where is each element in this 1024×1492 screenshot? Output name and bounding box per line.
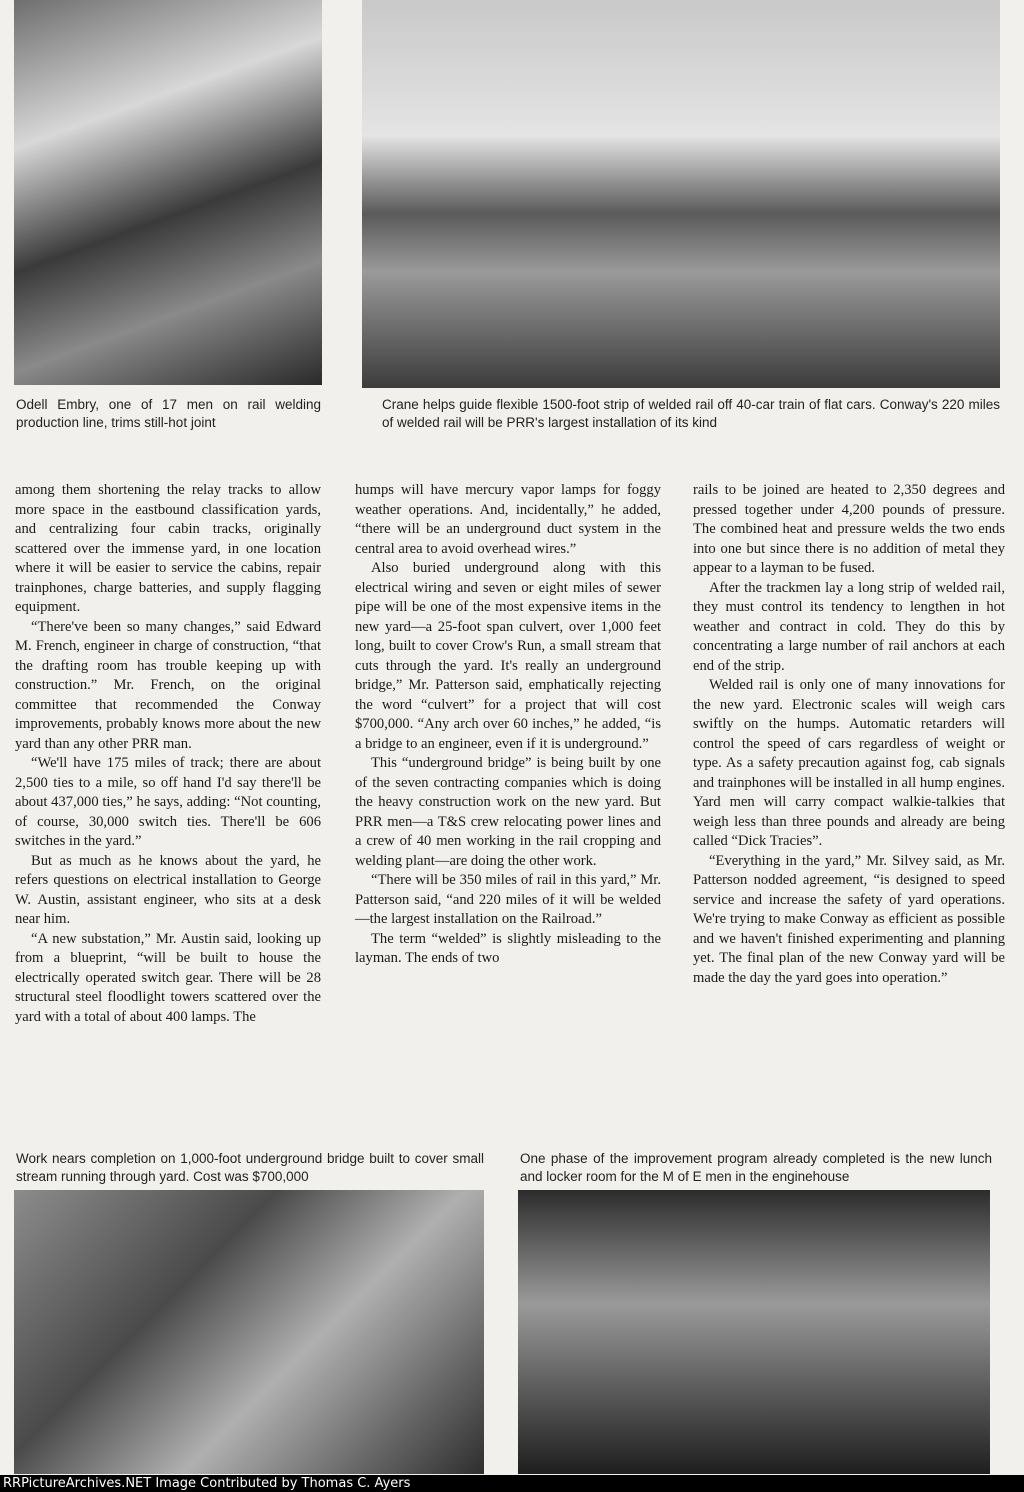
paragraph: Also buried underground along with this electrical wiring and seven or eight miles of sewer pipe will be one of the most expensive items in the new yard—a 25-foot span culvert, over 1,000 feet long, built to cover Crow's Run, a small stream that cuts through the yard. It's really an underground bridge,” Mr. Patterson said, emphatically rejecting the word “culvert” for a project that will cost $700,000. “Any arch over 60 inches,” he added, “is a bridge to an engineer, even if it is underground.” xyxy=(355,560,661,752)
photo-welder-trimming-joint xyxy=(14,0,322,385)
article-column-3 xyxy=(693,481,1005,988)
photo-underground-bridge xyxy=(14,1190,484,1474)
caption-top-right: Crane helps guide flexible 1500-foot strip of welded rail off 40-car train of flat cars. Conway's 220 miles of welded rail will be PRR's largest installation of its kind xyxy=(382,397,1000,430)
caption-bottom-left: Work nears completion on 1,000-foot underground bridge built to cover small stream running through yard. Cost was $700,000 xyxy=(16,1151,484,1184)
article-column-1 xyxy=(15,481,321,1027)
paragraph: “We'll have 175 miles of track; there are about 2,500 ties to a mile, so off hand I'd say there'll be about 437,000 ties,” he says, adding: “Not counting, of course, 30,000 switch ties. There'll be 606 switches in the yard.” xyxy=(15,755,321,849)
paragraph: among them shortening the relay tracks to allow more space in the eastbound classification yards, and centralizing four cabin tracks, originally scattered over the immense yard, in one location where it will be easier to service the cabins, repair trainphones, charge batteries, and supply flagging equipment. xyxy=(15,482,321,615)
paragraph: “There will be 350 miles of rail in this yard,” Mr. Patterson said, “and 220 miles of it will be welded—the largest installation on the Railroad.” xyxy=(355,872,661,927)
paragraph: humps will have mercury vapor lamps for foggy weather operations. And, incidentally,” he added, “there will be an underground duct system in the central area to avoid overhead wires.” xyxy=(355,482,661,557)
paragraph: “There've been so many changes,” said Edward M. French, engineer in charge of construction, “that the drafting room has trouble keeping up with construction.” Mr. French, on the original committee that recommended the Conway improvements, probably knows more about the new yard than any other PRR man. xyxy=(15,618,321,752)
watermark-credit: RRPictureArchives.NET Image Contributed by Thomas C. Ayers xyxy=(0,1475,1024,1492)
paragraph: Welded rail is only one of many innovations for the new yard. Electronic scales will weigh cars swiftly on the humps. Automatic retarders will control the speed of cars regardless of weight or type. As a safety precaution against fog, cab signals and trainphones will be installed in all hump engines. Yard men will carry compact walkie-talkies that weigh less than three pounds and already are being called “Dick Tracies”. xyxy=(693,677,1005,849)
paragraph: rails to be joined are heated to 2,350 degrees and pressed together under 4,200 pounds of pressure. The combined heat and pressure welds the two ends into one but since there is no addition of metal they appear to a layman to be fused. xyxy=(693,482,1005,576)
caption-top-left: Odell Embry, one of 17 men on rail welding production line, trims still-hot joint xyxy=(16,397,321,430)
paragraph: After the trackmen lay a long strip of welded rail, they must control its tendency to lengthen in hot weather and contract in cold. They do this by concentrating a large number of rail anchors at each end of the strip. xyxy=(693,579,1005,674)
caption-bottom-right: One phase of the improvement program already completed is the new lunch and locker room for the M of E men in the enginehouse xyxy=(520,1151,992,1184)
paragraph: The term “welded” is slightly misleading to the layman. The ends of two xyxy=(355,930,661,966)
paragraph: “A new substation,” Mr. Austin said, looking up from a blueprint, “will be built to house the electrically operated switch gear. There will be 28 structural steel floodlight towers scattered over the yard with a total of about 400 lamps. The xyxy=(15,930,321,1025)
paragraph: But as much as he knows about the yard, he refers questions on electrical installation to George W. Austin, assistant engineer, who sits at a desk near him. xyxy=(15,852,321,927)
paragraph: This “underground bridge” is being built by one of the seven contracting companies which is doing the heavy construction work on the new yard. But PRR men—a T&S crew relocating power lines and a crew of 40 men working in the rail cropping and welding plant—are doing the other work. xyxy=(355,755,661,869)
photo-lunch-room xyxy=(518,1190,990,1474)
paragraph: “Everything in the yard,” Mr. Silvey said, as Mr. Patterson nodded agreement, “is designed to speed service and increase the safety of yard operations. We're trying to make Conway as efficient as possible and we haven't finished experimenting and planning yet. The final plan of the new Conway yard will be made the day the yard goes into operation.” xyxy=(693,852,1005,986)
article-column-2 xyxy=(355,481,661,969)
photo-crane-welded-rail xyxy=(362,0,1000,388)
